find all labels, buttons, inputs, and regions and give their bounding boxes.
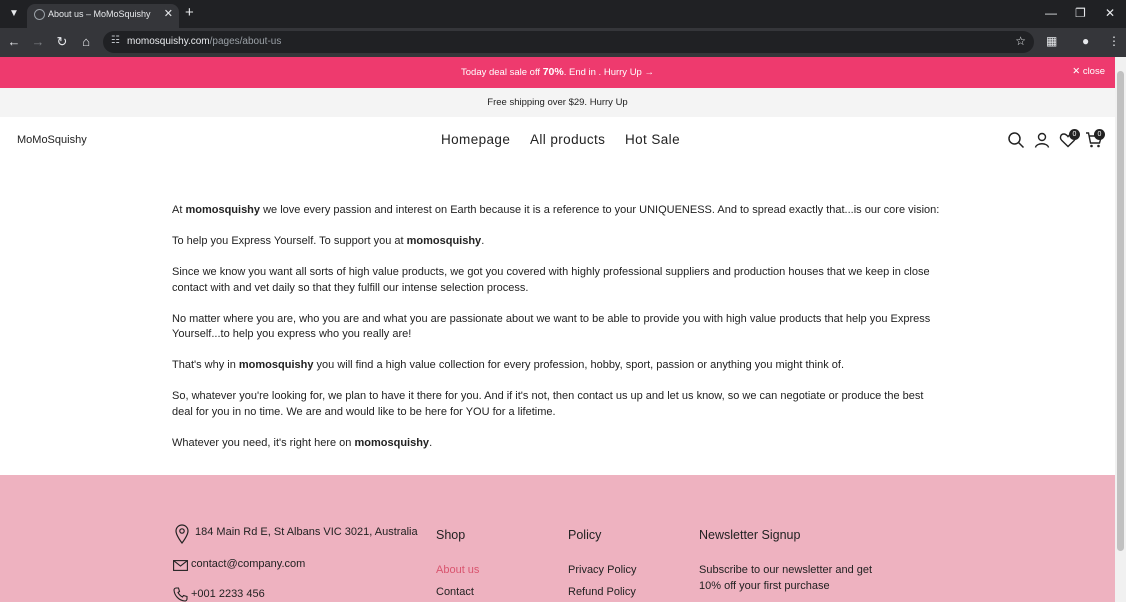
about-paragraph [172, 312, 942, 343]
browser-tab-bar [0, 0, 1126, 28]
scrollbar-thumb[interactable] [1117, 71, 1124, 551]
paragraph-text: At [172, 204, 186, 216]
promo-bar [0, 57, 1115, 88]
url-domain: momosquishy.com [127, 36, 210, 47]
nav-homepage[interactable]: Homepage [441, 132, 511, 147]
web-page [0, 57, 1115, 602]
promo-percent: 70% [542, 66, 564, 78]
brand-name: momosquishy [238, 359, 314, 371]
globe-icon [34, 9, 45, 20]
envelope-icon [173, 560, 188, 571]
page-scrollbar[interactable] [1115, 57, 1126, 602]
url-path: /pages/about-us [209, 36, 282, 47]
brand-name: momosquishy [354, 436, 430, 449]
about-content [172, 203, 942, 467]
about-paragraph [172, 234, 942, 250]
footer-newsletter-text: Subscribe to our newsletter and get 10% off your first purchase [699, 564, 873, 592]
footer-policy-heading: Policy [568, 528, 602, 542]
reload-icon[interactable]: ↻ [56, 34, 68, 49]
site-footer [0, 475, 1115, 602]
paragraph-text: . [429, 436, 433, 449]
browser-tab[interactable] [27, 4, 179, 28]
tune-icon[interactable]: ☷ [111, 35, 120, 46]
wishlist-count-badge: 0 [1069, 129, 1080, 140]
phone-icon [173, 587, 188, 602]
arrow-left-icon[interactable]: ← [7, 34, 21, 49]
paragraph-text: you will find a high value collection for every profession, hobby, sport, passion or anything you might think of. [313, 359, 845, 371]
star-icon[interactable]: ☆ [1015, 34, 1026, 48]
chevron-down-icon[interactable]: ▼ [9, 8, 19, 19]
paragraph-text: That's why in [172, 359, 239, 371]
puzzle-icon[interactable]: ▦ [1046, 34, 1058, 48]
footer-shop-heading: Shop [436, 528, 466, 542]
paragraph-text: So, whatever you're looking for, we plan to have it there for you. And if it's not, then contact us up and let us know, so we can negotiate or produce the best deal for you in no time. We are and would like to be here for YOU for a lifetime. [172, 390, 924, 418]
footer-link-about-us[interactable]: About us [436, 564, 480, 576]
tab-title: About us – MoMoSquishy [48, 9, 151, 19]
close-tab-icon[interactable]: ✕ [163, 8, 173, 20]
footer-newsletter-heading: Newsletter Signup [699, 528, 801, 542]
home-icon[interactable]: ⌂ [82, 34, 90, 49]
map-pin-icon [174, 524, 190, 544]
paragraph-text: Since we know you want all sorts of high value products, we got you covered with highly professional suppliers and production houses that we keep in close contact with and vet daily so that they fulfill our intense selection process. [172, 266, 930, 294]
footer-email[interactable]: contact@company.com [191, 558, 306, 570]
about-paragraph [172, 389, 942, 420]
promo-close-button[interactable] [1072, 66, 1105, 77]
minimize-icon[interactable]: — [1045, 6, 1057, 20]
nav-all-products[interactable]: All products [530, 132, 606, 147]
user-icon[interactable] [1033, 131, 1051, 149]
promo-text[interactable] [0, 66, 1115, 78]
restore-icon[interactable]: ❐ [1075, 6, 1086, 20]
paragraph-text: To help you Express Yourself. To support you at [172, 235, 407, 247]
address-bar[interactable] [103, 31, 1034, 53]
paragraph-text: we love every passion and interest on Earth because it is a reference to your UNIQUENESS. And to spread exactly that...is our core vision: [260, 204, 940, 216]
about-paragraph [172, 265, 942, 296]
footer-link-contact[interactable]: Contact [436, 586, 474, 598]
site-logo[interactable]: MoMoSquishy [17, 134, 87, 146]
footer-phone: +001 2233 456 [191, 588, 265, 600]
brand-name: momosquishy [406, 235, 482, 247]
shipping-bar [0, 88, 1115, 117]
url-text [127, 36, 281, 47]
nav-hot-sale[interactable]: Hot Sale [625, 132, 680, 147]
brand-name: momosquishy [185, 204, 261, 216]
footer-link-privacy-policy[interactable]: Privacy Policy [568, 564, 637, 576]
promo-suffix: . End in . Hurry Up → [563, 67, 654, 78]
about-paragraph [172, 436, 942, 452]
new-tab-icon[interactable]: + [185, 4, 194, 21]
promo-prefix: Today deal sale off [461, 67, 543, 78]
search-icon[interactable] [1007, 131, 1025, 149]
footer-address: 184 Main Rd E, St Albans VIC 3021, Australia [195, 526, 418, 538]
paragraph-text: No matter where you are, who you are and what you are passionate about we want to be able to provide you with high value products that help you Express Yourself...to help you express who you really are! [172, 312, 931, 340]
kebab-icon[interactable]: ⋮ [1108, 34, 1120, 48]
arrow-right-icon[interactable]: → [31, 34, 45, 49]
about-paragraph [172, 358, 942, 374]
promo-close-label: close [1082, 66, 1105, 77]
paragraph-text: Whatever you need, it's right here on [172, 436, 355, 449]
paragraph-text: . [481, 235, 485, 247]
close-icon: ✕ [1072, 66, 1081, 77]
about-paragraph [172, 203, 942, 219]
person-icon[interactable]: ● [1082, 34, 1090, 48]
shipping-text: Free shipping over $29. Hurry Up [487, 97, 628, 108]
cart-count-badge: 0 [1094, 129, 1105, 140]
close-window-icon[interactable]: ✕ [1105, 6, 1116, 20]
footer-link-refund-policy[interactable]: Refund Policy [568, 586, 636, 598]
